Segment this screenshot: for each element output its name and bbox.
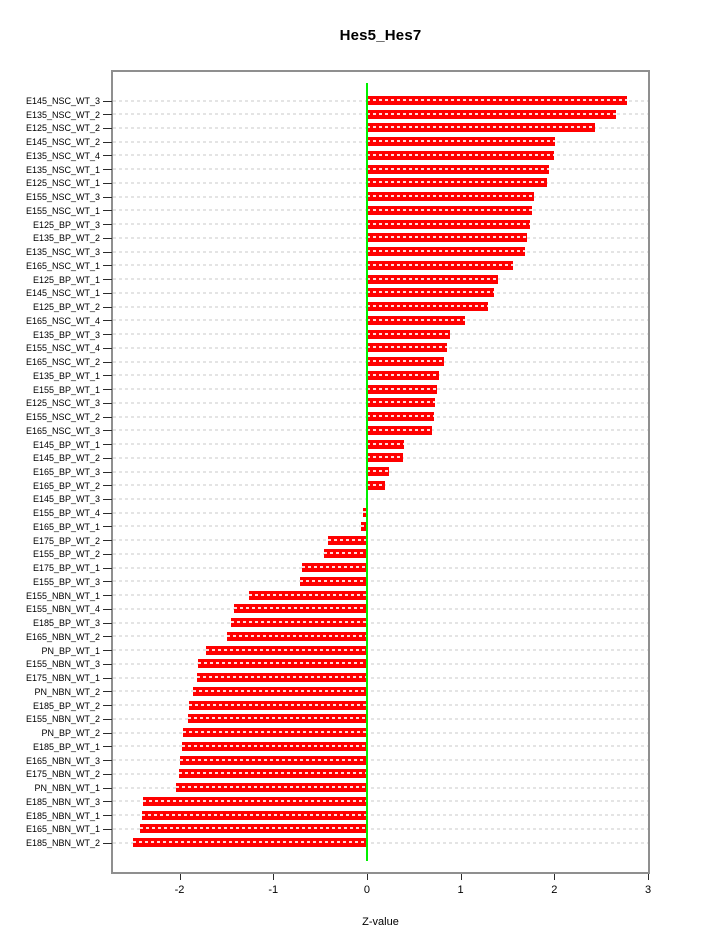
y-axis-tick <box>103 554 112 555</box>
bar <box>302 563 367 572</box>
bar <box>367 426 433 435</box>
bar <box>231 618 367 627</box>
y-axis-label: E145_BP_WT_1 <box>32 439 100 450</box>
gridline <box>113 677 648 679</box>
bar-grid-overlay <box>367 113 616 115</box>
gridline <box>113 567 648 569</box>
x-axis-tick-label: 1 <box>457 884 464 896</box>
y-axis-tick <box>103 128 112 129</box>
bar <box>367 220 530 229</box>
bar-grid-overlay <box>189 704 367 706</box>
y-axis-label: E125_BP_WT_1 <box>32 274 100 285</box>
y-axis-label: E145_BP_WT_2 <box>32 453 100 464</box>
bar <box>179 769 367 778</box>
y-axis-tick <box>103 265 112 266</box>
bar <box>367 206 532 215</box>
y-axis-label: E185_NBN_WT_3 <box>25 796 100 807</box>
bar <box>249 591 367 600</box>
bar-grid-overlay <box>176 786 367 788</box>
y-axis-label: E155_NSC_WT_2 <box>25 412 100 423</box>
y-axis-label: E165_NSC_WT_1 <box>25 260 100 271</box>
y-axis-tick <box>103 197 112 198</box>
bar <box>367 357 444 366</box>
y-axis-label: PN_NBN_WT_2 <box>34 686 100 697</box>
bar <box>140 824 367 833</box>
bar-grid-overlay <box>142 814 367 816</box>
bar <box>367 385 437 394</box>
bar-grid-overlay <box>302 566 367 568</box>
y-axis-tick <box>103 650 112 651</box>
y-axis-tick <box>103 733 112 734</box>
y-axis-label: E135_NSC_WT_1 <box>25 164 100 175</box>
y-axis-tick <box>103 609 112 610</box>
y-axis-tick <box>103 362 112 363</box>
bar <box>324 549 367 558</box>
y-axis-label: E125_BP_WT_3 <box>32 219 100 230</box>
x-axis-tick-label: -1 <box>268 884 279 896</box>
bar <box>367 288 494 297</box>
bar-grid-overlay <box>367 305 488 307</box>
gridline <box>113 553 648 555</box>
bar-grid-overlay <box>367 181 547 183</box>
y-axis-tick <box>103 568 112 569</box>
y-axis-tick <box>103 169 112 170</box>
bar-grid-overlay <box>367 401 435 403</box>
y-axis-tick <box>103 691 112 692</box>
y-axis-label: E175_BP_WT_1 <box>32 563 100 574</box>
y-axis-label: E125_NSC_WT_3 <box>25 398 100 409</box>
y-axis-label: E135_NSC_WT_4 <box>25 150 100 161</box>
bar-grid-overlay <box>234 607 367 609</box>
y-axis-tick <box>103 664 112 665</box>
bar <box>188 714 367 723</box>
y-axis-tick <box>103 142 112 143</box>
y-axis-tick <box>103 114 112 115</box>
bar-grid-overlay <box>231 621 367 623</box>
y-axis-label: PN_NBN_WT_1 <box>34 783 100 794</box>
y-axis-label: E175_BP_WT_2 <box>32 535 100 546</box>
y-axis-tick <box>103 101 112 102</box>
bar-grid-overlay <box>367 154 554 156</box>
bar <box>367 481 385 490</box>
y-axis-tick <box>103 760 112 761</box>
y-axis-tick <box>103 746 112 747</box>
bar-grid-overlay <box>367 333 450 335</box>
bar <box>176 783 367 792</box>
y-axis-label: E175_NBN_WT_1 <box>25 673 100 684</box>
bar-grid-overlay <box>367 484 385 486</box>
bar <box>180 756 367 765</box>
bar-grid-overlay <box>367 278 498 280</box>
y-axis-label: E155_NSC_WT_4 <box>25 343 100 354</box>
y-axis-tick <box>103 224 112 225</box>
y-axis-label: E155_NBN_WT_4 <box>25 604 100 615</box>
bar-grid-overlay <box>367 346 447 348</box>
y-axis-label: PN_BP_WT_2 <box>41 728 100 739</box>
y-axis-label: E185_BP_WT_3 <box>32 618 100 629</box>
bar-grid-overlay <box>179 772 367 774</box>
y-axis-tick <box>103 444 112 445</box>
gridline <box>113 580 648 582</box>
y-axis-label: E135_BP_WT_1 <box>32 370 100 381</box>
y-axis-label: E165_BP_WT_2 <box>32 480 100 491</box>
y-axis-tick <box>103 788 112 789</box>
y-axis-label: E185_BP_WT_2 <box>32 700 100 711</box>
y-axis-label: E165_NBN_WT_1 <box>25 824 100 835</box>
bar <box>189 701 367 710</box>
y-axis-tick <box>103 293 112 294</box>
x-axis-tick-label: 2 <box>551 884 558 896</box>
y-axis-label: E155_NBN_WT_2 <box>25 714 100 725</box>
bar <box>367 440 404 449</box>
bar <box>328 536 366 545</box>
bar-grid-overlay <box>324 552 367 554</box>
bar <box>367 467 389 476</box>
y-axis-tick <box>103 348 112 349</box>
bar-grid-overlay <box>367 209 532 211</box>
y-axis-tick <box>103 307 112 308</box>
bar-grid-overlay <box>183 731 367 733</box>
y-axis-label: E155_NSC_WT_1 <box>25 205 100 216</box>
y-axis-label: E155_BP_WT_3 <box>32 576 100 587</box>
bar <box>367 371 439 380</box>
bar <box>367 137 555 146</box>
y-axis-label: E125_BP_WT_2 <box>32 302 100 313</box>
bar <box>367 261 513 270</box>
bar-grid-overlay <box>143 800 367 802</box>
y-axis-label: E165_NSC_WT_2 <box>25 357 100 368</box>
gridline <box>113 649 648 651</box>
plot-area <box>113 72 648 872</box>
gridline <box>113 594 648 596</box>
bar-grid-overlay <box>367 236 527 238</box>
y-axis-label: E145_BP_WT_3 <box>32 494 100 505</box>
gridline <box>113 635 648 637</box>
bar <box>367 192 534 201</box>
gridline <box>113 663 648 665</box>
y-axis-tick <box>103 774 112 775</box>
bar-grid-overlay <box>367 360 444 362</box>
bar <box>367 316 465 325</box>
y-axis-label: E165_NSC_WT_4 <box>25 315 100 326</box>
y-axis-label: E125_NSC_WT_2 <box>25 123 100 134</box>
bar-grid-overlay <box>198 662 367 664</box>
bar <box>133 838 367 847</box>
y-axis-label: E165_NBN_WT_2 <box>25 631 100 642</box>
y-axis-tick <box>103 389 112 390</box>
y-axis-label: E185_BP_WT_1 <box>32 741 100 752</box>
y-axis-label: E155_NBN_WT_1 <box>25 590 100 601</box>
bar-grid-overlay <box>367 168 549 170</box>
y-axis-tick <box>103 485 112 486</box>
y-axis-tick <box>103 513 112 514</box>
y-axis-label: E125_NSC_WT_1 <box>25 178 100 189</box>
bar <box>300 577 367 586</box>
gridline <box>113 622 648 624</box>
bar <box>367 343 447 352</box>
bar <box>367 453 403 462</box>
bar-grid-overlay <box>367 319 465 321</box>
y-axis-tick <box>103 430 112 431</box>
bar-grid-overlay <box>367 99 627 101</box>
bar <box>193 687 367 696</box>
bar <box>367 275 498 284</box>
gridline <box>113 525 648 527</box>
bar-grid-overlay <box>133 841 367 843</box>
bar <box>367 247 525 256</box>
y-axis-label: E155_NSC_WT_3 <box>25 192 100 203</box>
y-axis-label: E165_NBN_WT_3 <box>25 755 100 766</box>
bar-grid-overlay <box>367 195 534 197</box>
y-axis-label: E165_NSC_WT_3 <box>25 425 100 436</box>
x-axis-tick <box>180 874 181 880</box>
bar-grid-overlay <box>367 250 525 252</box>
y-axis-label: E155_NBN_WT_3 <box>25 659 100 670</box>
bar <box>142 811 367 820</box>
y-axis-tick <box>103 403 112 404</box>
zero-reference-line <box>366 83 368 861</box>
bar <box>367 398 435 407</box>
bar-grid-overlay <box>227 635 367 637</box>
bar <box>367 151 554 160</box>
y-axis-tick <box>103 540 112 541</box>
y-axis-label: E155_BP_WT_4 <box>32 508 100 519</box>
bar-grid-overlay <box>188 717 367 719</box>
y-axis-label: E145_NSC_WT_2 <box>25 137 100 148</box>
x-axis-tick-label: 0 <box>363 884 370 896</box>
bar <box>197 673 367 682</box>
bar-grid-overlay <box>367 470 389 472</box>
bar <box>367 123 595 132</box>
bar-grid-overlay <box>367 415 434 417</box>
bar <box>367 412 434 421</box>
y-axis-tick <box>103 843 112 844</box>
y-axis-label: E145_NSC_WT_1 <box>25 288 100 299</box>
y-axis-tick <box>103 595 112 596</box>
x-axis-tick <box>367 874 368 880</box>
bar <box>234 604 367 613</box>
y-axis-tick <box>103 238 112 239</box>
y-axis-tick <box>103 252 112 253</box>
y-axis-label: E185_NBN_WT_1 <box>25 810 100 821</box>
y-axis-label: E165_BP_WT_3 <box>32 467 100 477</box>
bar-grid-overlay <box>367 291 494 293</box>
y-axis-tick <box>103 623 112 624</box>
y-axis-label: PN_BP_WT_1 <box>41 645 100 656</box>
x-axis-tick-label: -2 <box>174 884 185 896</box>
bar-grid-overlay <box>300 580 367 582</box>
y-axis-label: E135_NSC_WT_3 <box>25 247 100 258</box>
y-axis-tick <box>103 334 112 335</box>
x-axis-tick <box>648 874 649 880</box>
bar <box>143 797 367 806</box>
y-axis-tick <box>103 279 112 280</box>
y-axis-tick <box>103 801 112 802</box>
bar <box>206 646 367 655</box>
bar <box>367 96 627 105</box>
bar <box>367 110 616 119</box>
bar-grid-overlay <box>140 827 367 829</box>
y-axis-label: E155_BP_WT_2 <box>32 549 100 560</box>
y-axis-tick <box>103 210 112 211</box>
x-axis-title: Z-value <box>362 916 399 928</box>
bar-grid-overlay <box>249 594 367 596</box>
y-axis-tick <box>103 417 112 418</box>
y-axis-label: E185_NBN_WT_2 <box>25 838 100 848</box>
bar <box>183 728 367 737</box>
bar-grid-overlay <box>367 429 433 431</box>
bar-grid-overlay <box>206 649 367 651</box>
y-axis-tick <box>103 499 112 500</box>
x-axis-tick <box>461 874 462 880</box>
y-axis-tick <box>103 155 112 156</box>
y-axis-label: E135_BP_WT_2 <box>32 233 100 244</box>
y-axis-label: E135_NSC_WT_2 <box>25 109 100 120</box>
gridline <box>113 539 648 541</box>
bar <box>367 178 547 187</box>
bar-grid-overlay <box>197 676 367 678</box>
y-axis-label: E145_NSC_WT_3 <box>25 96 100 106</box>
bar-grid-overlay <box>182 745 367 747</box>
bar-grid-overlay <box>367 443 404 445</box>
y-axis-label: E155_BP_WT_1 <box>32 384 100 395</box>
bar <box>227 632 367 641</box>
bar-grid-overlay <box>367 126 595 128</box>
bar <box>198 659 367 668</box>
bar-grid-overlay <box>193 690 367 692</box>
y-axis-tick <box>103 678 112 679</box>
x-axis-tick <box>554 874 555 880</box>
y-axis-tick <box>103 375 112 376</box>
bar-grid-overlay <box>367 374 439 376</box>
bar-grid-overlay <box>367 223 530 225</box>
y-axis-tick <box>103 636 112 637</box>
bar <box>182 742 367 751</box>
plot-frame <box>111 70 650 874</box>
x-axis-tick-label: 3 <box>644 884 652 896</box>
bar-grid-overlay <box>328 539 366 541</box>
y-axis-tick <box>103 526 112 527</box>
bar <box>367 165 549 174</box>
y-axis-tick <box>103 815 112 816</box>
y-axis-tick <box>103 719 112 720</box>
y-axis-tick <box>103 829 112 830</box>
y-axis-tick <box>103 320 112 321</box>
y-axis-label: E135_BP_WT_3 <box>32 329 100 340</box>
gridline <box>113 498 648 500</box>
bar-grid-overlay <box>367 140 555 142</box>
bar <box>367 302 488 311</box>
bar-grid-overlay <box>367 388 437 390</box>
bar <box>367 330 450 339</box>
y-axis-tick <box>103 183 112 184</box>
y-axis-tick <box>103 581 112 582</box>
bar-grid-overlay <box>367 264 513 266</box>
y-axis-tick <box>103 705 112 706</box>
bar-grid-overlay <box>180 759 367 761</box>
chart-title: Hes5_Hes7 <box>339 27 422 44</box>
y-axis-label: E175_NBN_WT_2 <box>25 769 100 780</box>
bar-grid-overlay <box>367 456 403 458</box>
gridline <box>113 608 648 610</box>
y-axis-label: E165_BP_WT_1 <box>32 521 100 532</box>
y-axis-tick <box>103 458 112 459</box>
gridline <box>113 512 648 514</box>
bar <box>367 233 527 242</box>
y-axis-tick <box>103 472 112 473</box>
x-axis-tick <box>273 874 274 880</box>
